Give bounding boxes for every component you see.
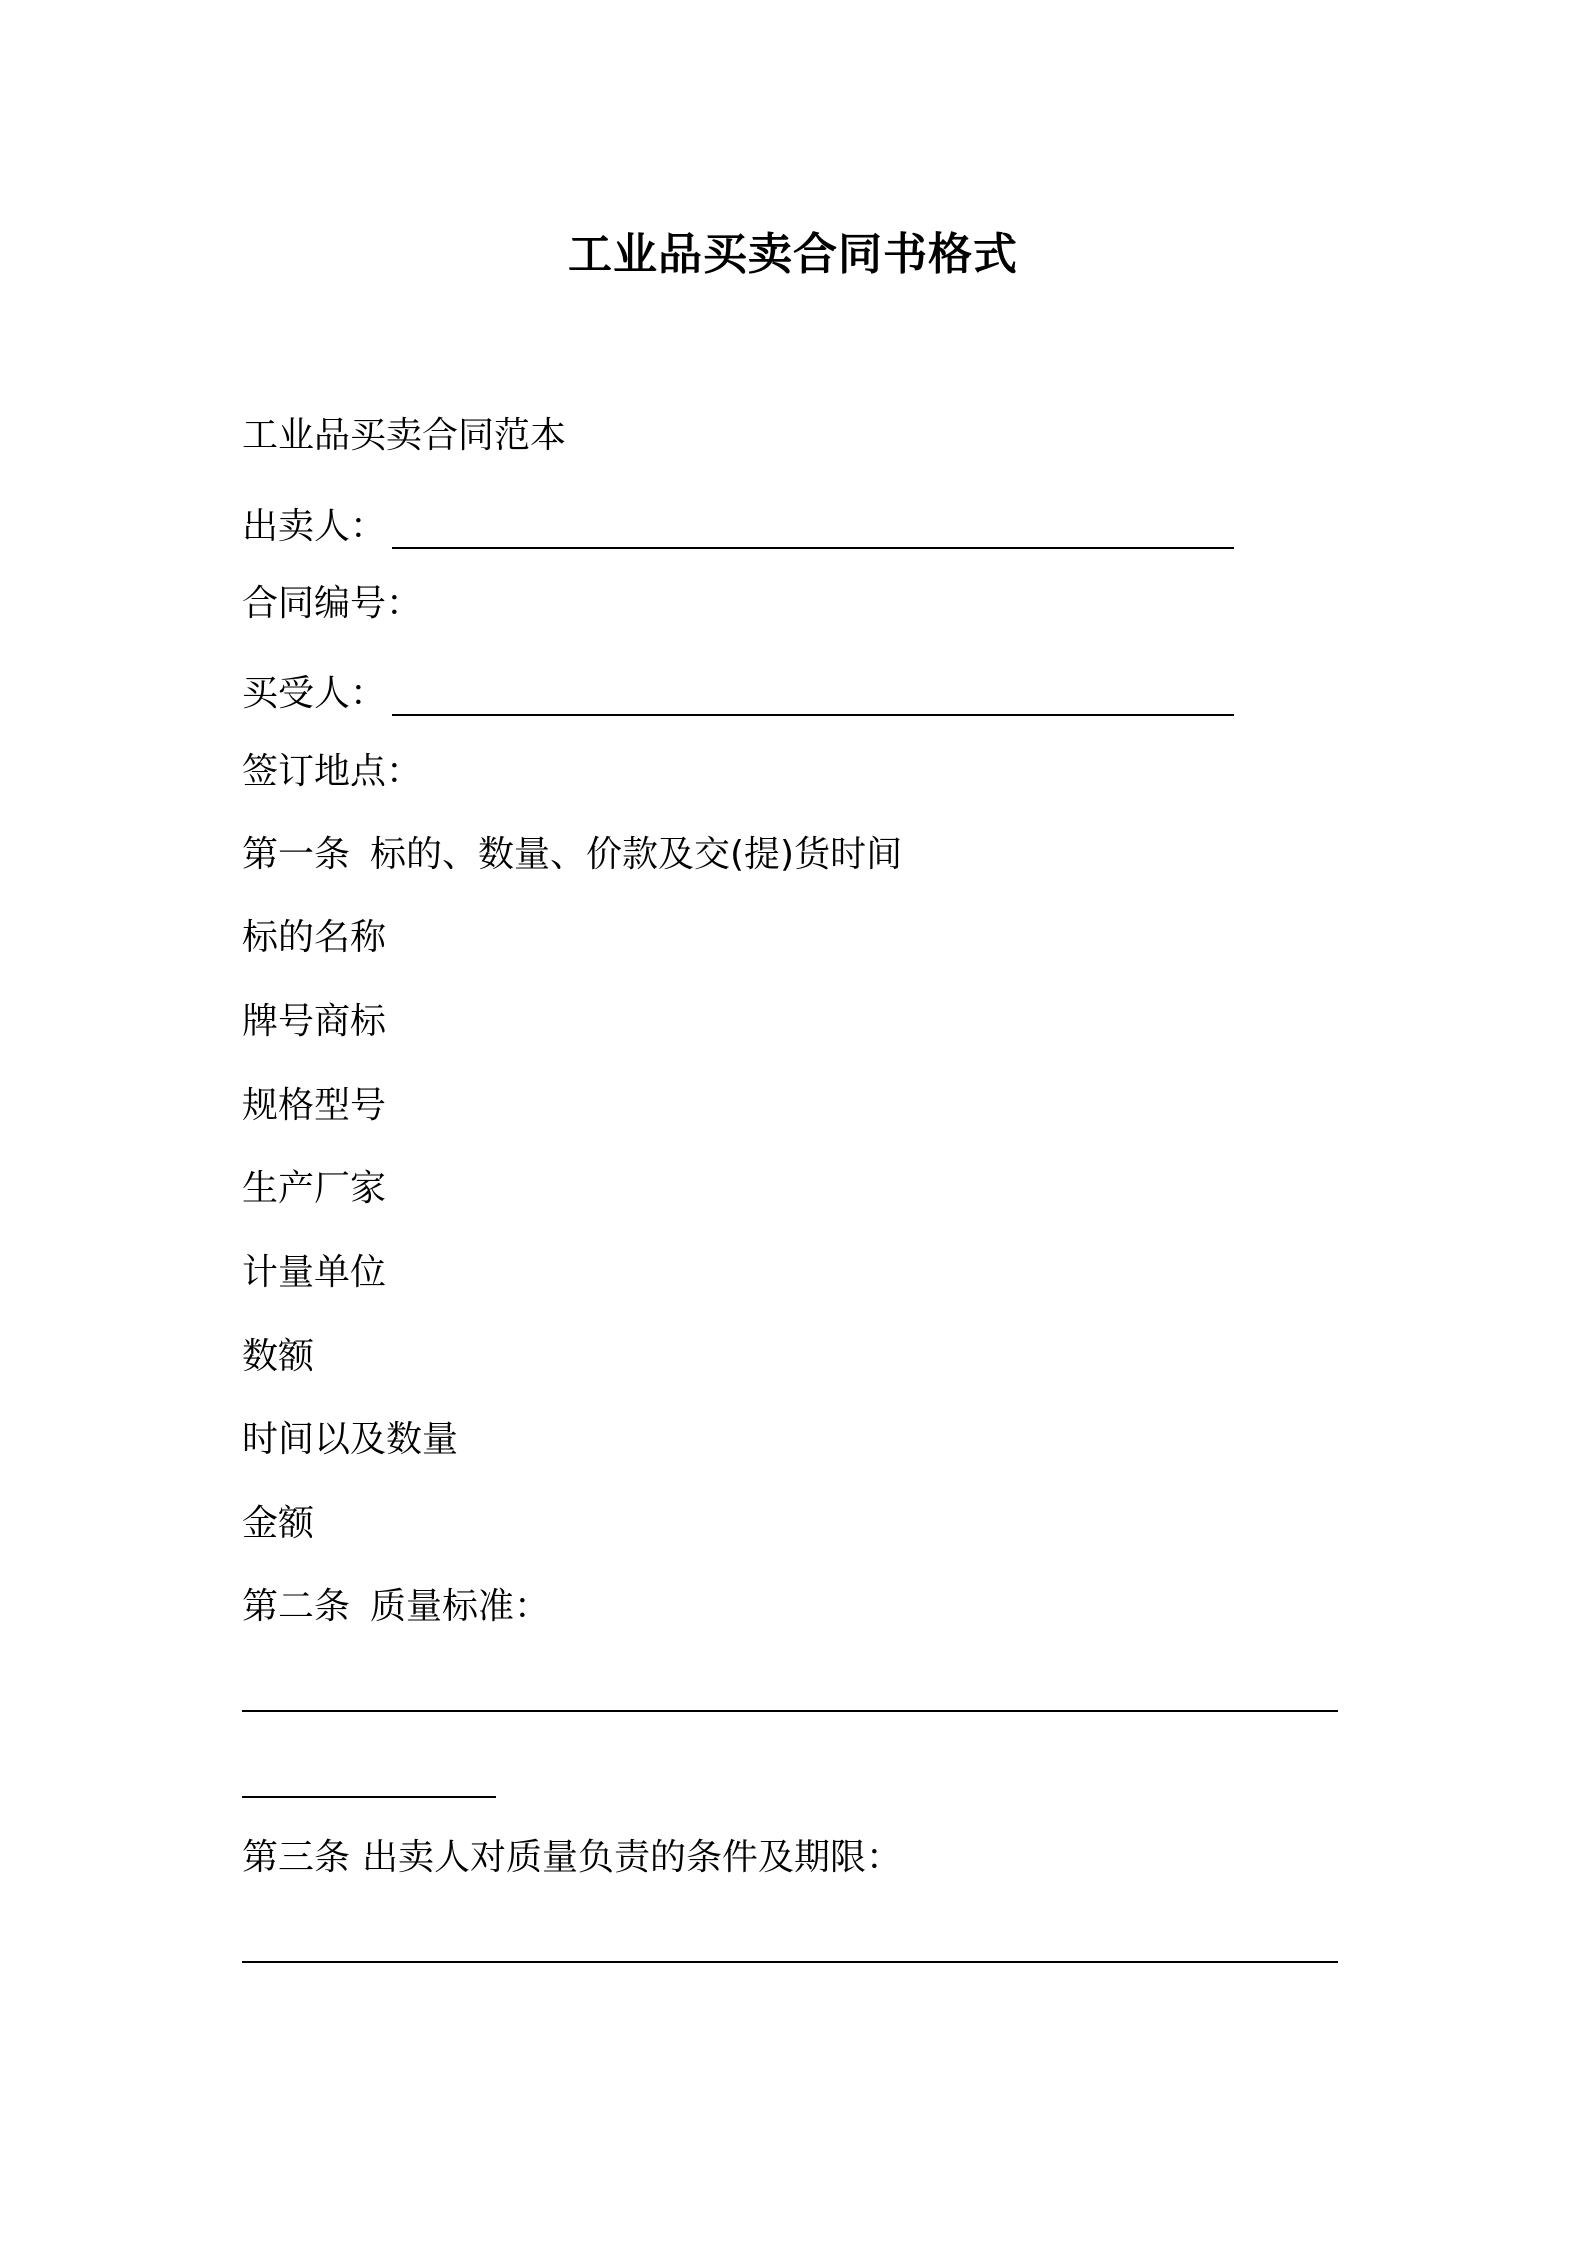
article3-heading [242,1836,902,1880]
article1-item: 时间以及数量 [242,1419,459,1460]
seller-row [242,505,1234,549]
subtitle: 工业品买卖合同范本 [242,415,567,456]
article3-title: 出卖人对质量负责的条件及期限： [362,1837,903,1878]
buyer-row [242,672,1234,716]
seller-blank [392,513,1234,549]
seller-label: 出卖人： [242,506,387,547]
article3-blank-line [242,1961,1338,1963]
article2-blank-line-short [242,1796,496,1798]
article1-item: 标的名称 [242,917,387,958]
article1-item: 金额 [242,1503,315,1544]
article1-item: 计量单位 [242,1252,387,1293]
article1-number: 第一条 [242,834,351,875]
sign-place-label: 签订地点： [242,751,423,792]
buyer-label: 买受人： [242,673,387,714]
article1-title: 标的、数量、价款及交(提)货时间 [370,834,903,875]
article1-heading [242,833,902,877]
article1-item: 数额 [242,1336,315,1377]
article1-item: 牌号商标 [242,1001,387,1042]
article2-number: 第二条 [242,1586,351,1627]
article1-item: 规格型号 [242,1085,387,1126]
article3-number: 第三条 [242,1837,351,1878]
article2-blank-line [242,1710,1338,1712]
article1-item: 生产厂家 [242,1168,387,1209]
article2-heading [242,1585,550,1629]
buyer-blank [392,680,1234,716]
document-title: 工业品买卖合同书格式 [568,229,1018,280]
contract-no-label: 合同编号： [242,583,423,624]
article2-title: 质量标准： [370,1586,551,1627]
